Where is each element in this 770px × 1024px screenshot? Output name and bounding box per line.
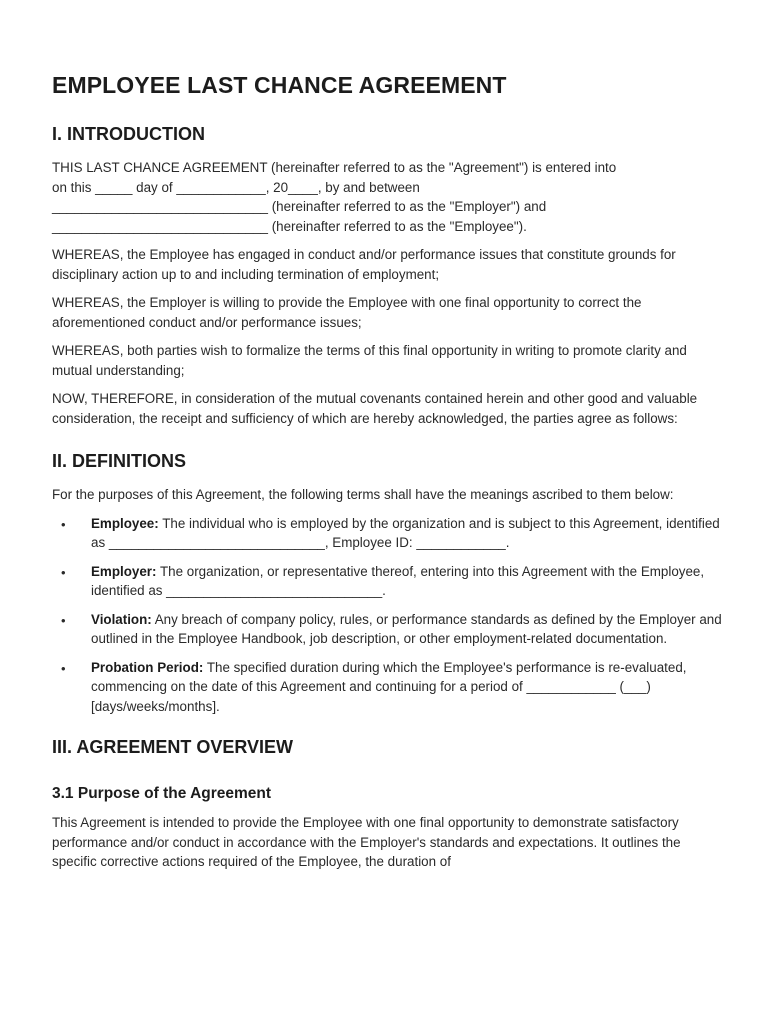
definition-item-probation-period (52, 658, 722, 717)
definitions-intro: For the purposes of this Agreement, the following terms shall have the meanings ascribed to them below: (52, 487, 674, 502)
definition-text: Any breach of company policy, rules, or performance standards as defined by the Employer and outlined in the Employee Handbook, job description, or other employment-related documentation. (91, 611, 722, 646)
definition-text: The individual who is employed by the organization and is subject to this Agreement, identified as _____________________________, Employee ID: ____________. (91, 515, 720, 550)
definition-item-employee (52, 514, 722, 553)
bullet-icon: • (61, 564, 66, 580)
document-title: EMPLOYEE LAST CHANCE AGREEMENT (52, 72, 507, 98)
intro-line-1: THIS LAST CHANCE AGREEMENT (hereinafter referred to as the "Agreement") is entered into (52, 160, 617, 175)
whereas-paragraph-3: WHEREAS, both parties wish to formalize the terms of this final opportunity in writing to promote clarity and mutual understanding; (52, 343, 687, 378)
definition-item-employer (52, 562, 722, 601)
definition-term: Violation: (91, 611, 152, 627)
bullet-icon: • (61, 612, 66, 628)
definition-term: Employer: (91, 563, 157, 579)
intro-line-4: _____________________________ (hereinafter referred to as the "Employee"). (52, 218, 527, 234)
section-heading-introduction: I. INTRODUCTION (52, 124, 205, 144)
whereas-paragraph-1: WHEREAS, the Employee has engaged in conduct and/or performance issues that constitute grounds for disciplinary action up to and including termination of employment; (52, 247, 676, 282)
definition-text: The organization, or representative thereof, entering into this Agreement with the Employee, identified as _____________________________. (91, 563, 705, 598)
definition-term: Employee: (91, 515, 159, 531)
document-body (52, 70, 722, 872)
intro-line-2: on this _____ day of ____________, 20____, by and between (52, 179, 420, 195)
definition-text: The specified duration during which the Employee's performance is re-evaluated, commencing on the date of this Agreement and continuing for a period of ____________ (___) [days/weeks/months]. (91, 659, 687, 714)
therefore-paragraph: NOW, THEREFORE, in consideration of the mutual covenants contained herein and other good and valuable consideration, the receipt and sufficiency of which are hereby acknowledged, the parties agree as follows: (52, 391, 698, 426)
bullet-icon: • (61, 660, 66, 676)
intro-line-3: _____________________________ (hereinafter referred to as the "Employer") and (52, 199, 547, 214)
section-heading-overview: III. AGREEMENT OVERVIEW (52, 737, 294, 757)
subsection-heading-purpose: 3.1 Purpose of the Agreement (52, 785, 272, 802)
whereas-paragraph-2: WHEREAS, the Employer is willing to provide the Employee with one final opportunity to correct the aforementioned conduct and/or performance issues; (52, 295, 642, 330)
definition-term: Probation Period: (91, 659, 204, 675)
purpose-paragraph: This Agreement is intended to provide the Employee with one final opportunity to demonstrate satisfactory performance and/or conduct in accordance with the Employer's standards and expectations. It outlines the specific corrective actions required of the Employee, the duration of (52, 815, 681, 869)
intro-paragraph (52, 158, 722, 236)
bullet-icon: • (61, 516, 66, 532)
definition-item-violation (52, 610, 722, 649)
definitions-list (52, 514, 722, 717)
section-heading-definitions: II. DEFINITIONS (52, 451, 187, 471)
